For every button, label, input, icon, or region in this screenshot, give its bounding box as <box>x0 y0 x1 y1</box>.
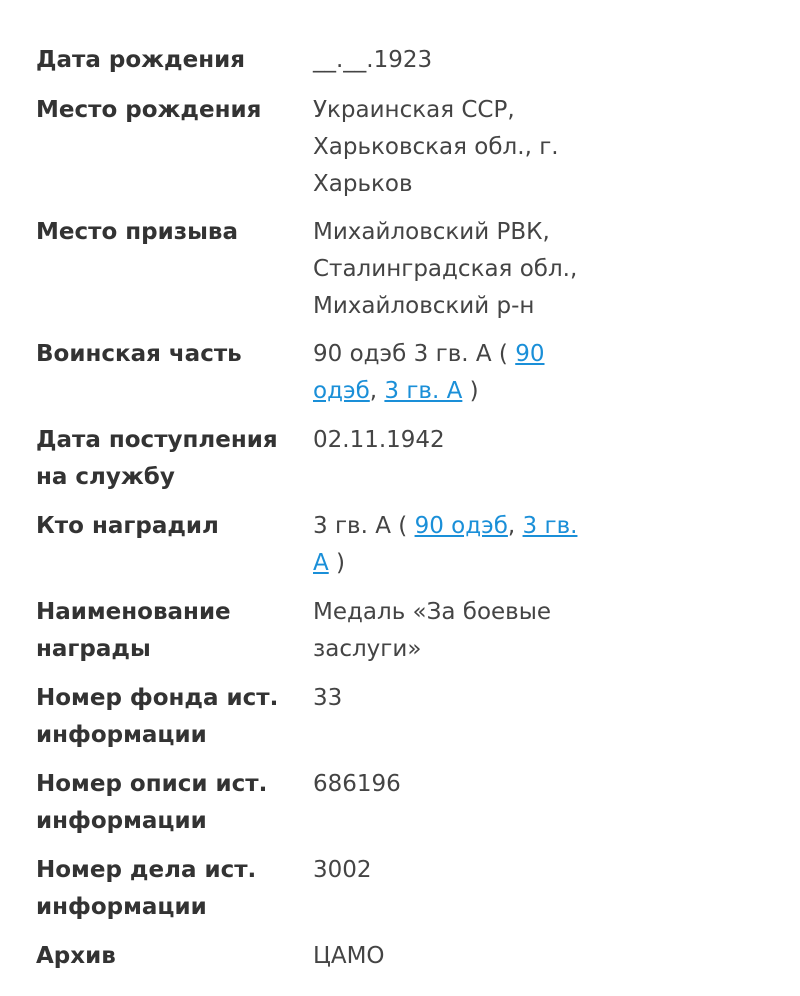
fond-number-value: 33 <box>313 685 343 711</box>
row-fond-number <box>36 680 596 766</box>
conscription-place-value: Михайловский РВК, Сталинградская обл., Михайловский р-н <box>313 219 578 319</box>
service-entry-date-label: Дата поступления на службу <box>36 427 278 490</box>
archive-value: ЦАМО <box>313 943 385 969</box>
awarded-by-link-division[interactable]: 90 одэб <box>414 513 508 539</box>
military-unit-value <box>313 336 583 410</box>
military-unit-text: 90 одэб 3 гв. А <box>313 341 492 367</box>
conscription-place-label: Место призыва <box>36 219 238 245</box>
row-service-entry-date <box>36 422 596 508</box>
awarded-by-label: Кто наградил <box>36 513 219 539</box>
opis-number-label: Номер описи ист. информации <box>36 771 268 834</box>
row-conscription-place <box>36 214 596 336</box>
award-name-label: Наименование награды <box>36 599 231 662</box>
awarded-by-text: 3 гв. А <box>313 513 391 539</box>
service-entry-date-value: 02.11.1942 <box>313 427 445 453</box>
row-birth-date <box>36 42 596 92</box>
row-military-unit <box>36 336 596 422</box>
military-unit-link-division[interactable]: 90 одэб <box>313 341 545 404</box>
military-unit-separator: , <box>369 378 385 404</box>
delo-number-label: Номер дела ист. информации <box>36 857 257 920</box>
military-unit-link-army[interactable]: 3 гв. А <box>384 378 463 404</box>
birth-place-value: Украинская ССР, Харьковская обл., г. Харьков <box>313 97 559 197</box>
awarded-by-separator: , <box>507 513 523 539</box>
row-awarded-by <box>36 508 596 594</box>
fond-number-label: Номер фонда ист. информации <box>36 685 279 748</box>
row-birth-place <box>36 92 596 214</box>
birth-date-label: Дата рождения <box>36 47 245 73</box>
awarded-by-open-paren: ( <box>390 513 415 539</box>
awarded-by-value <box>313 508 583 582</box>
birth-place-label: Место рождения <box>36 97 262 123</box>
row-award-name <box>36 594 596 680</box>
military-unit-close-paren: ) <box>462 378 479 404</box>
birth-date-value: __.__.1923 <box>313 47 433 73</box>
military-unit-open-paren: ( <box>491 341 516 367</box>
award-record-table <box>36 42 596 978</box>
archive-label: Архив <box>36 943 116 969</box>
opis-number-value: 686196 <box>313 771 401 797</box>
row-delo-number <box>36 852 596 938</box>
delo-number-value: 3002 <box>313 857 372 883</box>
row-opis-number <box>36 766 596 852</box>
row-archive <box>36 938 596 978</box>
awarded-by-link-army[interactable]: 3 гв. А <box>313 513 578 576</box>
military-unit-label: Воинская часть <box>36 341 242 367</box>
awarded-by-close-paren: ) <box>328 550 346 576</box>
award-name-value: Медаль «За боевые заслуги» <box>313 599 552 662</box>
